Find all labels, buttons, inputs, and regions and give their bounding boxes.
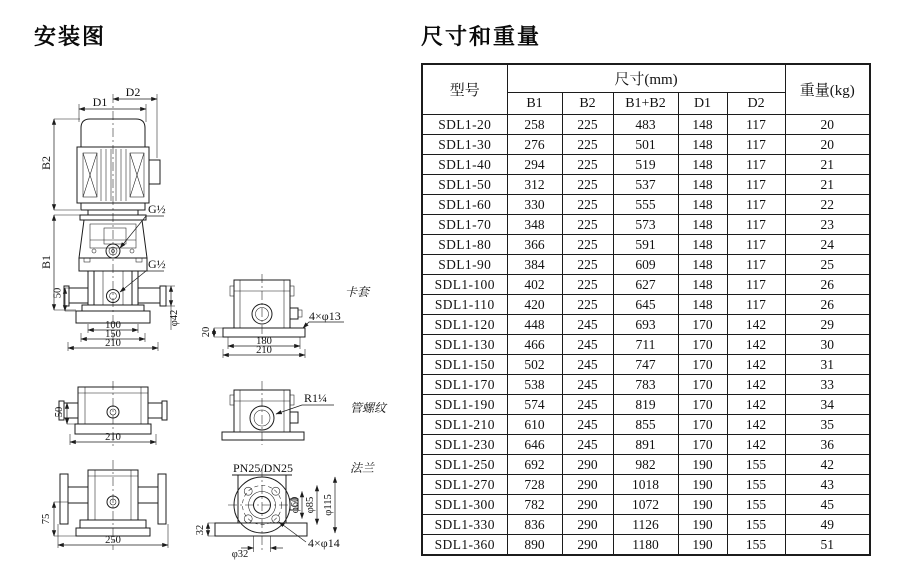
value-cell: 692	[507, 455, 562, 475]
table-row	[422, 535, 870, 556]
value-cell: 225	[562, 295, 613, 315]
dim-label-phi32: φ32	[231, 549, 249, 560]
table-row	[422, 155, 870, 175]
table-row	[422, 415, 870, 435]
dim-label-phi85: φ85	[305, 496, 316, 514]
value-cell: 245	[562, 415, 613, 435]
dim-label-100: 100	[105, 320, 121, 331]
value-cell: 290	[562, 455, 613, 475]
value-cell: 610	[507, 415, 562, 435]
value-cell: 25	[785, 255, 870, 275]
dimensions-table-section	[420, 0, 900, 574]
value-cell: 23	[785, 215, 870, 235]
inlet-port	[69, 288, 88, 303]
value-cell: 448	[507, 315, 562, 335]
table-row	[422, 395, 870, 415]
value-cell: 117	[727, 195, 785, 215]
callout-thread-size: R1¼	[304, 391, 328, 405]
value-cell: 49	[785, 515, 870, 535]
value-cell: 645	[613, 295, 678, 315]
value-cell: 170	[678, 355, 727, 375]
model-cell: SDL1-70	[422, 215, 507, 235]
port-label-g-half-top: G½	[148, 202, 166, 216]
model-cell: SDL1-360	[422, 535, 507, 556]
port-label-g-half-bottom: G½	[148, 257, 166, 271]
value-cell: 170	[678, 415, 727, 435]
value-cell: 117	[727, 235, 785, 255]
value-cell: 148	[678, 275, 727, 295]
value-cell: 35	[785, 415, 870, 435]
flange-side-view	[41, 460, 168, 550]
value-cell: 573	[613, 215, 678, 235]
value-cell: 142	[727, 355, 785, 375]
dim-label-b2: B2	[39, 155, 53, 171]
model-cell: SDL1-40	[422, 155, 507, 175]
col-header-weight: 重量(kg)	[785, 64, 870, 115]
table-row	[422, 195, 870, 215]
col-header-b1b2: B1+B2	[613, 93, 678, 115]
model-cell: SDL1-230	[422, 435, 507, 455]
value-cell: 26	[785, 275, 870, 295]
value-cell: 420	[507, 295, 562, 315]
value-cell: 170	[678, 315, 727, 335]
value-cell: 982	[613, 455, 678, 475]
table-row	[422, 515, 870, 535]
outlet-port	[138, 288, 160, 303]
clamp-connection-view	[201, 274, 371, 358]
value-cell: 225	[562, 195, 613, 215]
value-cell: 155	[727, 515, 785, 535]
value-cell: 42	[785, 455, 870, 475]
value-cell: 20	[785, 115, 870, 135]
value-cell: 20	[785, 135, 870, 155]
col-header-b1: B1	[507, 93, 562, 115]
table-row	[422, 435, 870, 455]
value-cell: 51	[785, 535, 870, 556]
value-cell: 148	[678, 235, 727, 255]
value-cell: 502	[507, 355, 562, 375]
value-cell: 294	[507, 155, 562, 175]
table-title: 尺寸和重量	[421, 24, 542, 49]
value-cell: 483	[613, 115, 678, 135]
value-cell: 258	[507, 115, 562, 135]
value-cell: 117	[727, 255, 785, 275]
dim-label-32: 32	[195, 524, 206, 536]
installation-drawing	[0, 0, 420, 574]
model-cell: SDL1-100	[422, 275, 507, 295]
dim-label-phi115: φ115	[323, 494, 334, 516]
model-cell: SDL1-60	[422, 195, 507, 215]
value-cell: 148	[678, 255, 727, 275]
value-cell: 693	[613, 315, 678, 335]
model-cell: SDL1-270	[422, 475, 507, 495]
value-cell: 170	[678, 375, 727, 395]
value-cell: 30	[785, 335, 870, 355]
dim-label-50-side: 50	[54, 406, 65, 418]
value-cell: 117	[727, 155, 785, 175]
base-side-view	[54, 381, 167, 448]
table-row	[422, 355, 870, 375]
value-cell: 245	[562, 355, 613, 375]
value-cell: 155	[727, 475, 785, 495]
col-header-b2: B2	[562, 93, 613, 115]
value-cell: 574	[507, 395, 562, 415]
value-cell: 225	[562, 155, 613, 175]
col-header-model: 型号	[422, 64, 507, 115]
table-row	[422, 175, 870, 195]
value-cell: 501	[613, 135, 678, 155]
table-row	[422, 215, 870, 235]
value-cell: 142	[727, 315, 785, 335]
model-cell: SDL1-250	[422, 455, 507, 475]
value-cell: 519	[613, 155, 678, 175]
value-cell: 555	[613, 195, 678, 215]
value-cell: 170	[678, 335, 727, 355]
table-row	[422, 315, 870, 335]
table-row	[422, 475, 870, 495]
value-cell: 148	[678, 175, 727, 195]
model-cell: SDL1-190	[422, 395, 507, 415]
value-cell: 782	[507, 495, 562, 515]
value-cell: 348	[507, 215, 562, 235]
dim-label-150: 150	[105, 329, 121, 340]
table-body	[422, 115, 870, 556]
dim-label-75: 75	[41, 513, 52, 525]
value-cell: 836	[507, 515, 562, 535]
dim-label-d1: D1	[92, 95, 108, 109]
model-cell: SDL1-110	[422, 295, 507, 315]
table-row	[422, 115, 870, 135]
value-cell: 245	[562, 395, 613, 415]
dim-label-210-side: 210	[105, 432, 121, 443]
value-cell: 402	[507, 275, 562, 295]
thread-connection-view	[222, 381, 388, 445]
value-cell: 155	[727, 495, 785, 515]
value-cell: 31	[785, 355, 870, 375]
model-cell: SDL1-150	[422, 355, 507, 375]
model-cell: SDL1-90	[422, 255, 507, 275]
diagram-title: 安装图	[34, 24, 107, 49]
dim-label-50-main: 50	[52, 287, 64, 299]
col-group-size-mm: 尺寸(mm)	[507, 64, 785, 93]
value-cell: 190	[678, 535, 727, 556]
value-cell: 290	[562, 475, 613, 495]
value-cell: 384	[507, 255, 562, 275]
value-cell: 245	[562, 375, 613, 395]
value-cell: 1126	[613, 515, 678, 535]
model-cell: SDL1-300	[422, 495, 507, 515]
value-cell: 609	[613, 255, 678, 275]
value-cell: 148	[678, 155, 727, 175]
dim-label-20: 20	[201, 326, 212, 338]
value-cell: 466	[507, 335, 562, 355]
value-cell: 142	[727, 335, 785, 355]
table-row	[422, 455, 870, 475]
value-cell: 225	[562, 235, 613, 255]
label-pn25-dn25: PN25/DN25	[233, 461, 294, 475]
value-cell: 190	[678, 475, 727, 495]
value-cell: 225	[562, 175, 613, 195]
model-cell: SDL1-330	[422, 515, 507, 535]
value-cell: 22	[785, 195, 870, 215]
label-flange-type: 法兰	[350, 461, 375, 475]
value-cell: 747	[613, 355, 678, 375]
main-pump-view	[39, 85, 180, 351]
value-cell: 148	[678, 295, 727, 315]
value-cell: 117	[727, 135, 785, 155]
value-cell: 148	[678, 115, 727, 135]
value-cell: 627	[613, 275, 678, 295]
value-cell: 148	[678, 215, 727, 235]
label-clamp-type: 卡套	[345, 285, 370, 299]
value-cell: 819	[613, 395, 678, 415]
value-cell: 245	[562, 335, 613, 355]
value-cell: 190	[678, 515, 727, 535]
value-cell: 117	[727, 175, 785, 195]
value-cell: 21	[785, 155, 870, 175]
value-cell: 538	[507, 375, 562, 395]
value-cell: 312	[507, 175, 562, 195]
value-cell: 783	[613, 375, 678, 395]
value-cell: 142	[727, 415, 785, 435]
table-row	[422, 135, 870, 155]
value-cell: 43	[785, 475, 870, 495]
value-cell: 1072	[613, 495, 678, 515]
value-cell: 142	[727, 395, 785, 415]
value-cell: 190	[678, 495, 727, 515]
value-cell: 855	[613, 415, 678, 435]
model-cell: SDL1-170	[422, 375, 507, 395]
value-cell: 170	[678, 395, 727, 415]
table-row	[422, 275, 870, 295]
table-row	[422, 375, 870, 395]
value-cell: 225	[562, 115, 613, 135]
value-cell: 890	[507, 535, 562, 556]
dim-label-210-clamp: 210	[256, 345, 272, 356]
value-cell: 537	[613, 175, 678, 195]
value-cell: 366	[507, 235, 562, 255]
value-cell: 21	[785, 175, 870, 195]
flange-face-view	[195, 461, 375, 560]
callout-4xphi13: 4×φ13	[309, 309, 341, 323]
value-cell: 155	[727, 535, 785, 556]
value-cell: 290	[562, 495, 613, 515]
model-cell: SDL1-30	[422, 135, 507, 155]
value-cell: 148	[678, 195, 727, 215]
model-cell: SDL1-130	[422, 335, 507, 355]
table-row	[422, 235, 870, 255]
value-cell: 225	[562, 255, 613, 275]
value-cell: 290	[562, 515, 613, 535]
value-cell: 34	[785, 395, 870, 415]
value-cell: 26	[785, 295, 870, 315]
dim-label-b1: B1	[39, 254, 53, 270]
dim-label-d2: D2	[125, 85, 141, 99]
value-cell: 245	[562, 435, 613, 455]
value-cell: 190	[678, 455, 727, 475]
model-cell: SDL1-210	[422, 415, 507, 435]
value-cell: 142	[727, 375, 785, 395]
dim-label-phi42: φ42	[169, 309, 180, 327]
model-cell: SDL1-120	[422, 315, 507, 335]
value-cell: 276	[507, 135, 562, 155]
value-cell: 45	[785, 495, 870, 515]
value-cell: 117	[727, 295, 785, 315]
installation-diagram-section	[0, 0, 420, 574]
value-cell: 891	[613, 435, 678, 455]
value-cell: 245	[562, 315, 613, 335]
value-cell: 1180	[613, 535, 678, 556]
value-cell: 728	[507, 475, 562, 495]
value-cell: 1018	[613, 475, 678, 495]
dim-label-phi60: φ60	[290, 496, 301, 514]
value-cell: 591	[613, 235, 678, 255]
table-row	[422, 335, 870, 355]
value-cell: 711	[613, 335, 678, 355]
value-cell: 646	[507, 435, 562, 455]
model-cell: SDL1-20	[422, 115, 507, 135]
value-cell: 117	[727, 275, 785, 295]
model-cell: SDL1-80	[422, 235, 507, 255]
col-header-d2: D2	[727, 93, 785, 115]
value-cell: 24	[785, 235, 870, 255]
table-row	[422, 495, 870, 515]
value-cell: 117	[727, 215, 785, 235]
dim-label-250: 250	[105, 535, 121, 546]
label-thread-type: 管螺纹	[350, 401, 387, 415]
value-cell: 225	[562, 275, 613, 295]
callout-4xphi14: 4×φ14	[308, 536, 340, 550]
dim-label-180: 180	[256, 336, 272, 347]
value-cell: 142	[727, 435, 785, 455]
value-cell: 225	[562, 215, 613, 235]
dim-label-210-main: 210	[105, 338, 121, 349]
value-cell: 29	[785, 315, 870, 335]
value-cell: 155	[727, 455, 785, 475]
value-cell: 117	[727, 115, 785, 135]
table-row	[422, 295, 870, 315]
value-cell: 330	[507, 195, 562, 215]
motor-junction-box	[149, 160, 160, 184]
col-header-d1: D1	[678, 93, 727, 115]
value-cell: 148	[678, 135, 727, 155]
table-row	[422, 255, 870, 275]
value-cell: 170	[678, 435, 727, 455]
model-cell: SDL1-50	[422, 175, 507, 195]
value-cell: 33	[785, 375, 870, 395]
value-cell: 225	[562, 135, 613, 155]
value-cell: 290	[562, 535, 613, 556]
value-cell: 36	[785, 435, 870, 455]
dimensions-table	[421, 63, 871, 556]
